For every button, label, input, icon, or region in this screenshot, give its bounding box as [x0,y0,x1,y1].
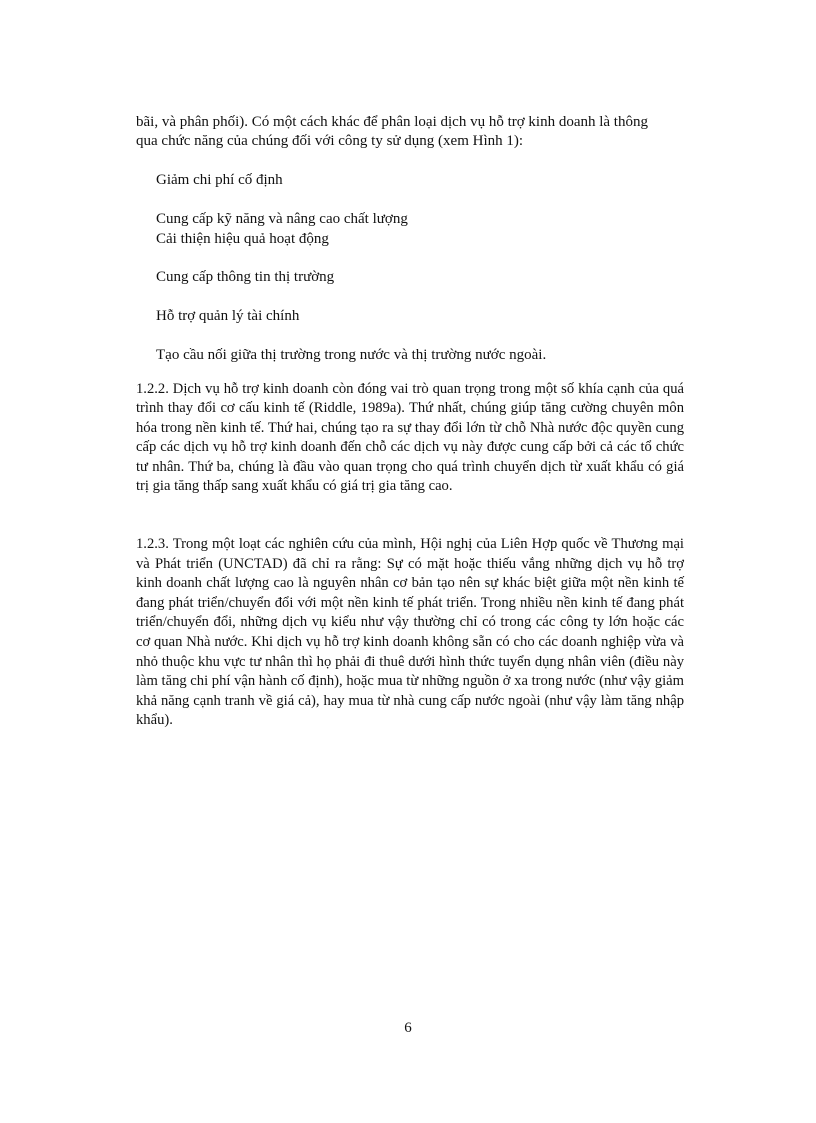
function-item-6: Tạo cầu nối giữa thị trường trong nước và thị trường nước ngoài. [156,347,547,363]
function-item-2: Cung cấp kỹ năng và nâng cao chất lượng [156,211,408,227]
function-item-3: Cải thiện hiệu quả hoạt động [156,231,329,247]
function-item-1: Giảm chi phí cố định [156,172,283,188]
function-item-5: Hỗ trợ quản lý tài chính [156,308,300,324]
intro-paragraph [136,113,684,151]
function-item-4: Cung cấp thông tin thị trường [156,269,335,285]
paragraph-1-2-2: 1.2.2. Dịch vụ hỗ trợ kinh doanh còn đóng vai trò quan trọng trong một số khía cạnh của quá trình thay đổi cơ cấu kinh tế (Riddle, 1989a). Thứ nhất, chúng giúp tăng cường chuyên môn hóa trong nền kinh tế. Thứ hai, chúng tạo ra sự thay đổi lớn từ chỗ Nhà nước độc quyền cung cấp các dịch vụ hỗ trợ kinh doanh đến chỗ các dịch vụ này được cung cấp bởi cả các tổ chức tư nhân. Thứ ba, chúng là đầu vào quan trọng cho quá trình chuyển dịch từ xuất khẩu có giá trị gia tăng thấp sang xuất khẩu có giá trị gia tăng cao. [136,381,684,495]
intro-line-1: bãi, và phân phối). Có một cách khác để phân loại dịch vụ hỗ trợ kinh doanh là thông [136,114,648,130]
paragraph-1-2-3: 1.2.3. Trong một loạt các nghiên cứu của mình, Hội nghị của Liên Hợp quốc về Thương mại và Phát triển (UNCTAD) đã chỉ ra rằng: Sự có mặt hoặc thiếu vắng những dịch vụ hỗ trợ kinh doanh chất lượng cao là nguyên nhân cơ bản tạo nên sự khác biệt giữa một nền kinh tế đang phát triển/chuyển đổi với một nền kinh tế phát triển. Trong nhiều nền kinh tế đang phát triển/chuyển đổi, những dịch vụ kiểu như vậy thường chỉ có trong các công ty lớn hoặc các cơ quan Nhà nước. Khi dịch vụ hỗ trợ kinh doanh không sẵn có cho các doanh nghiệp vừa và nhỏ thuộc khu vực tư nhân thì họ phải đi thuê dưới hình thức tuyển dụng nhân viên (điều này làm tăng chi phí vận hành cố định), hoặc mua từ những nguồn ở xa trong nước (như vậy giảm khả năng cạnh tranh về giá cả), hay mua từ nhà cung cấp nước ngoài (như vậy làm tăng nhập khẩu). [136,536,685,729]
page-number: 6 [404,1020,412,1036]
intro-line-2: qua chức năng của chúng đối với công ty sử dụng (xem Hình 1): [136,133,524,149]
